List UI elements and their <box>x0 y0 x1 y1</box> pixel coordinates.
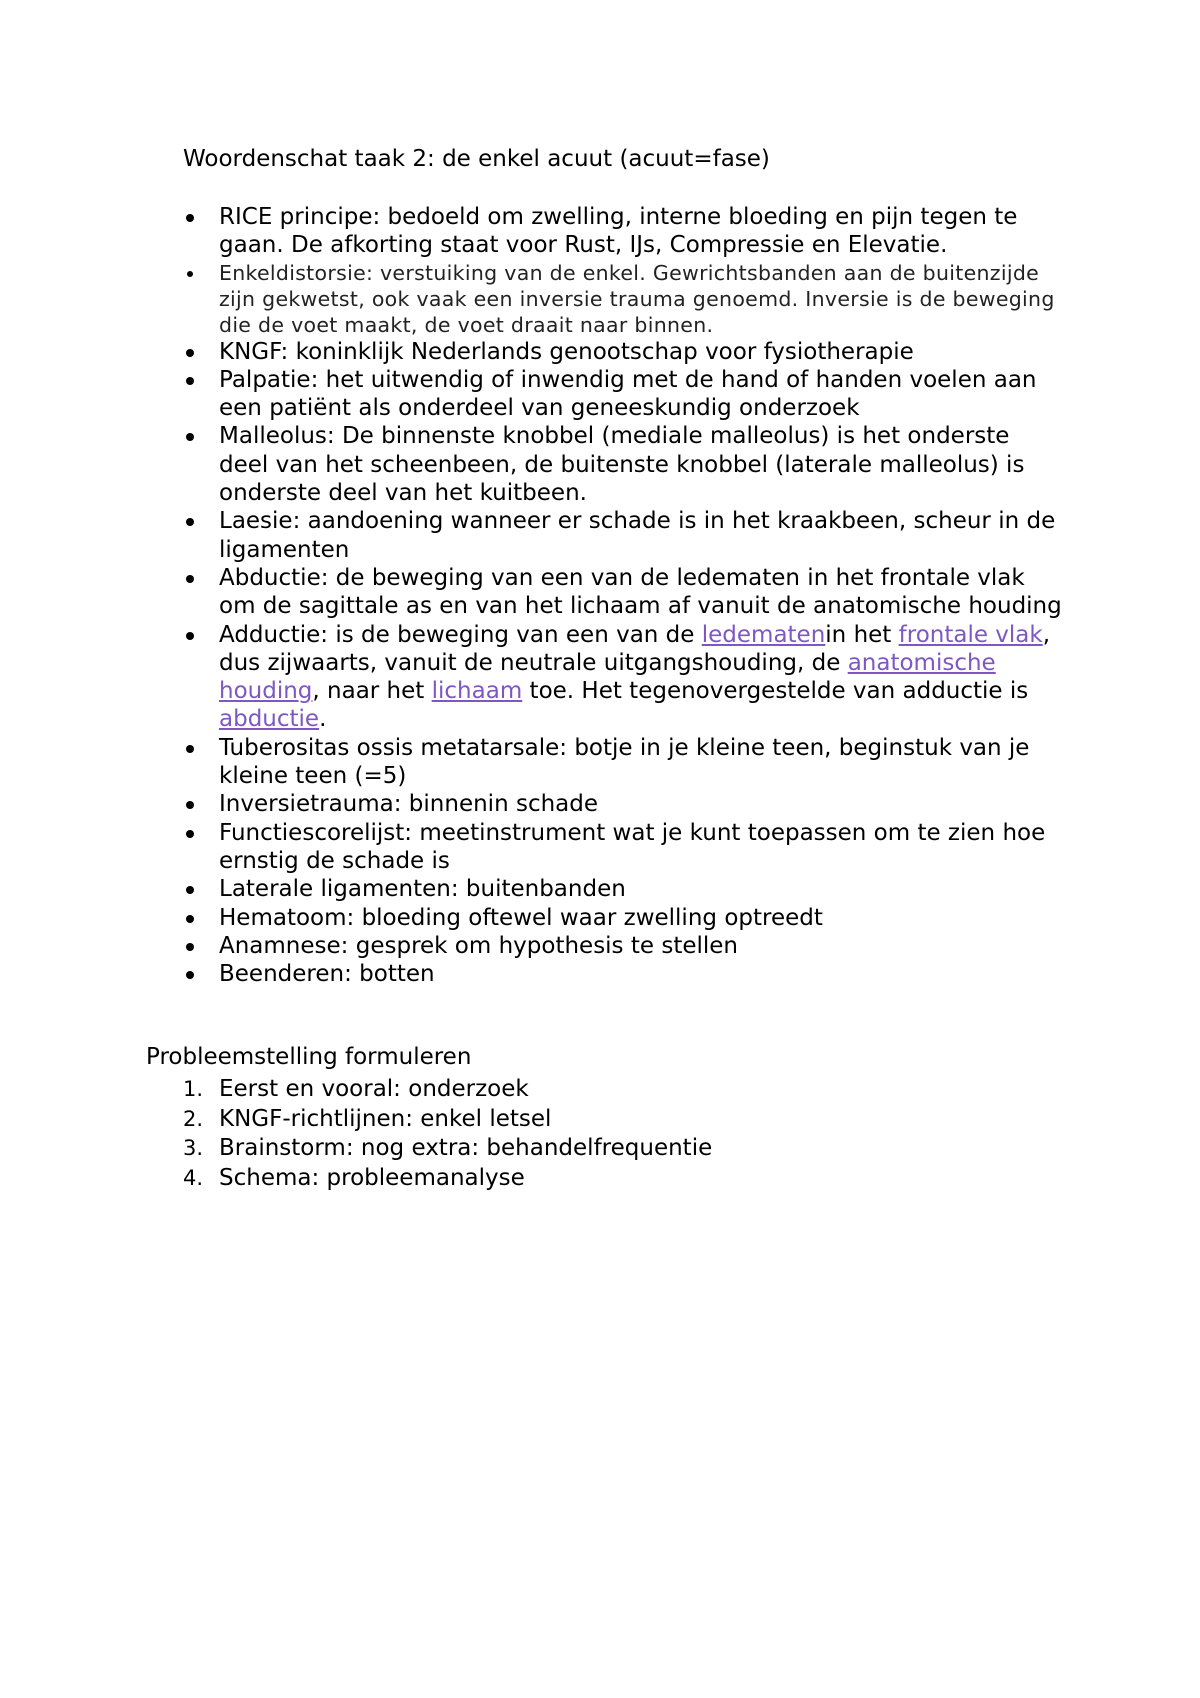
numbered-item <box>183 1164 1063 1194</box>
list-item-rice: RICE principe: bedoeld om zwelling, interne bloeding en pijn tegen te gaan. De afkorting staat voor Rust, IJs, Compressie en Elevatie. <box>183 203 1063 260</box>
link-frontale-vlak[interactable]: frontale vlak <box>898 621 1043 648</box>
list-item-inversietrauma: Inversietrauma: binnenin schade <box>183 790 1063 818</box>
list-item-adductie <box>183 621 1063 734</box>
list-item-laesie: Laesie: aandoening wanneer er schade is in het kraakbeen, scheur in de ligamenten <box>183 507 1063 564</box>
item-text: Schema: probleemanalyse <box>219 1164 525 1191</box>
item-number: 4. <box>183 1165 204 1190</box>
list-item-abductie: Abductie: de beweging van een van de ledematen in het frontale vlak om de sagittale as en van het lichaam af vanuit de anatomische houding <box>183 564 1063 621</box>
item-text: KNGF-richtlijnen: enkel letsel <box>219 1105 552 1132</box>
numbered-item <box>183 1075 1063 1105</box>
list-item-kngf: KNGF: koninklijk Nederlands genootschap voor fysiotherapie <box>183 338 1063 366</box>
list-item-enkeldistorsie: Enkeldistorsie: verstuiking van de enkel. Gewrichtsbanden aan de buitenzijde zijn gekwetst, ook vaak een inversie trauma genoemd. Inversie is de beweging die de voet maakt, de voet draait naar binnen. <box>183 260 1063 338</box>
adductie-text-2: in het <box>825 621 899 648</box>
adductie-text-5: toe. Het tegenovergestelde van adductie is <box>522 678 1029 705</box>
list-item-palpatie: Palpatie: het uitwendig of inwendig met de hand of handen voelen aan een patiënt als onderdeel van geneeskundig onderzoek <box>183 366 1063 423</box>
link-abductie[interactable]: abductie <box>219 706 320 733</box>
item-number: 1. <box>183 1077 204 1101</box>
adductie-text-4: , naar het <box>312 678 432 705</box>
list-item-malleolus: Malleolus: De binnenste knobbel (mediale malleolus) is het onderste deel van het scheenbeen, de buitenste knobbel (laterale malleolus) is onderste deel van het kuitbeen. <box>183 422 1063 507</box>
list-item-functiescorelijst: Functiescorelijst: meetinstrument wat je kunt toepassen om te zien hoe ernstig de schade is <box>183 819 1063 876</box>
problem-steps-list <box>183 1075 1063 1193</box>
list-item-laterale-ligamenten: Laterale ligamenten: buitenbanden <box>183 875 1063 903</box>
list-item-anamnese: Anamnese: gesprek om hypothesis te stellen <box>183 932 1063 960</box>
section-title: Probleemstelling formuleren <box>146 1044 472 1070</box>
numbered-item <box>183 1134 1063 1164</box>
item-text: Brainstorm: nog extra: behandelfrequentie <box>219 1135 713 1161</box>
list-item-tuberositas: Tuberositas ossis metatarsale: botje in je kleine teen, beginstuk van je kleine teen (=5) <box>183 734 1063 791</box>
item-number: 3. <box>183 1136 204 1160</box>
adductie-text-3: , dus zijwaarts, vanuit de neutrale uitgangshouding, de <box>219 621 1051 676</box>
document-title: Woordenschat taak 2: de enkel acuut (acuut=fase) <box>183 146 770 172</box>
link-lichaam[interactable]: lichaam <box>431 678 523 705</box>
list-item-beenderen: Beenderen: botten <box>183 960 1063 988</box>
adductie-text-1: Adductie: is de beweging van een van de <box>219 621 702 648</box>
vocabulary-list <box>183 203 1063 988</box>
list-item-hematoom: Hematoom: bloeding oftewel waar zwelling optreedt <box>183 904 1063 932</box>
item-number: 2. <box>183 1106 204 1131</box>
item-text: Eerst en vooral: onderzoek <box>219 1076 529 1102</box>
link-ledematen[interactable]: ledematen <box>701 621 826 648</box>
link-anatomische-houding[interactable]: anatomische houding <box>219 649 996 705</box>
adductie-text-6: . <box>319 706 327 733</box>
numbered-item <box>183 1105 1063 1135</box>
